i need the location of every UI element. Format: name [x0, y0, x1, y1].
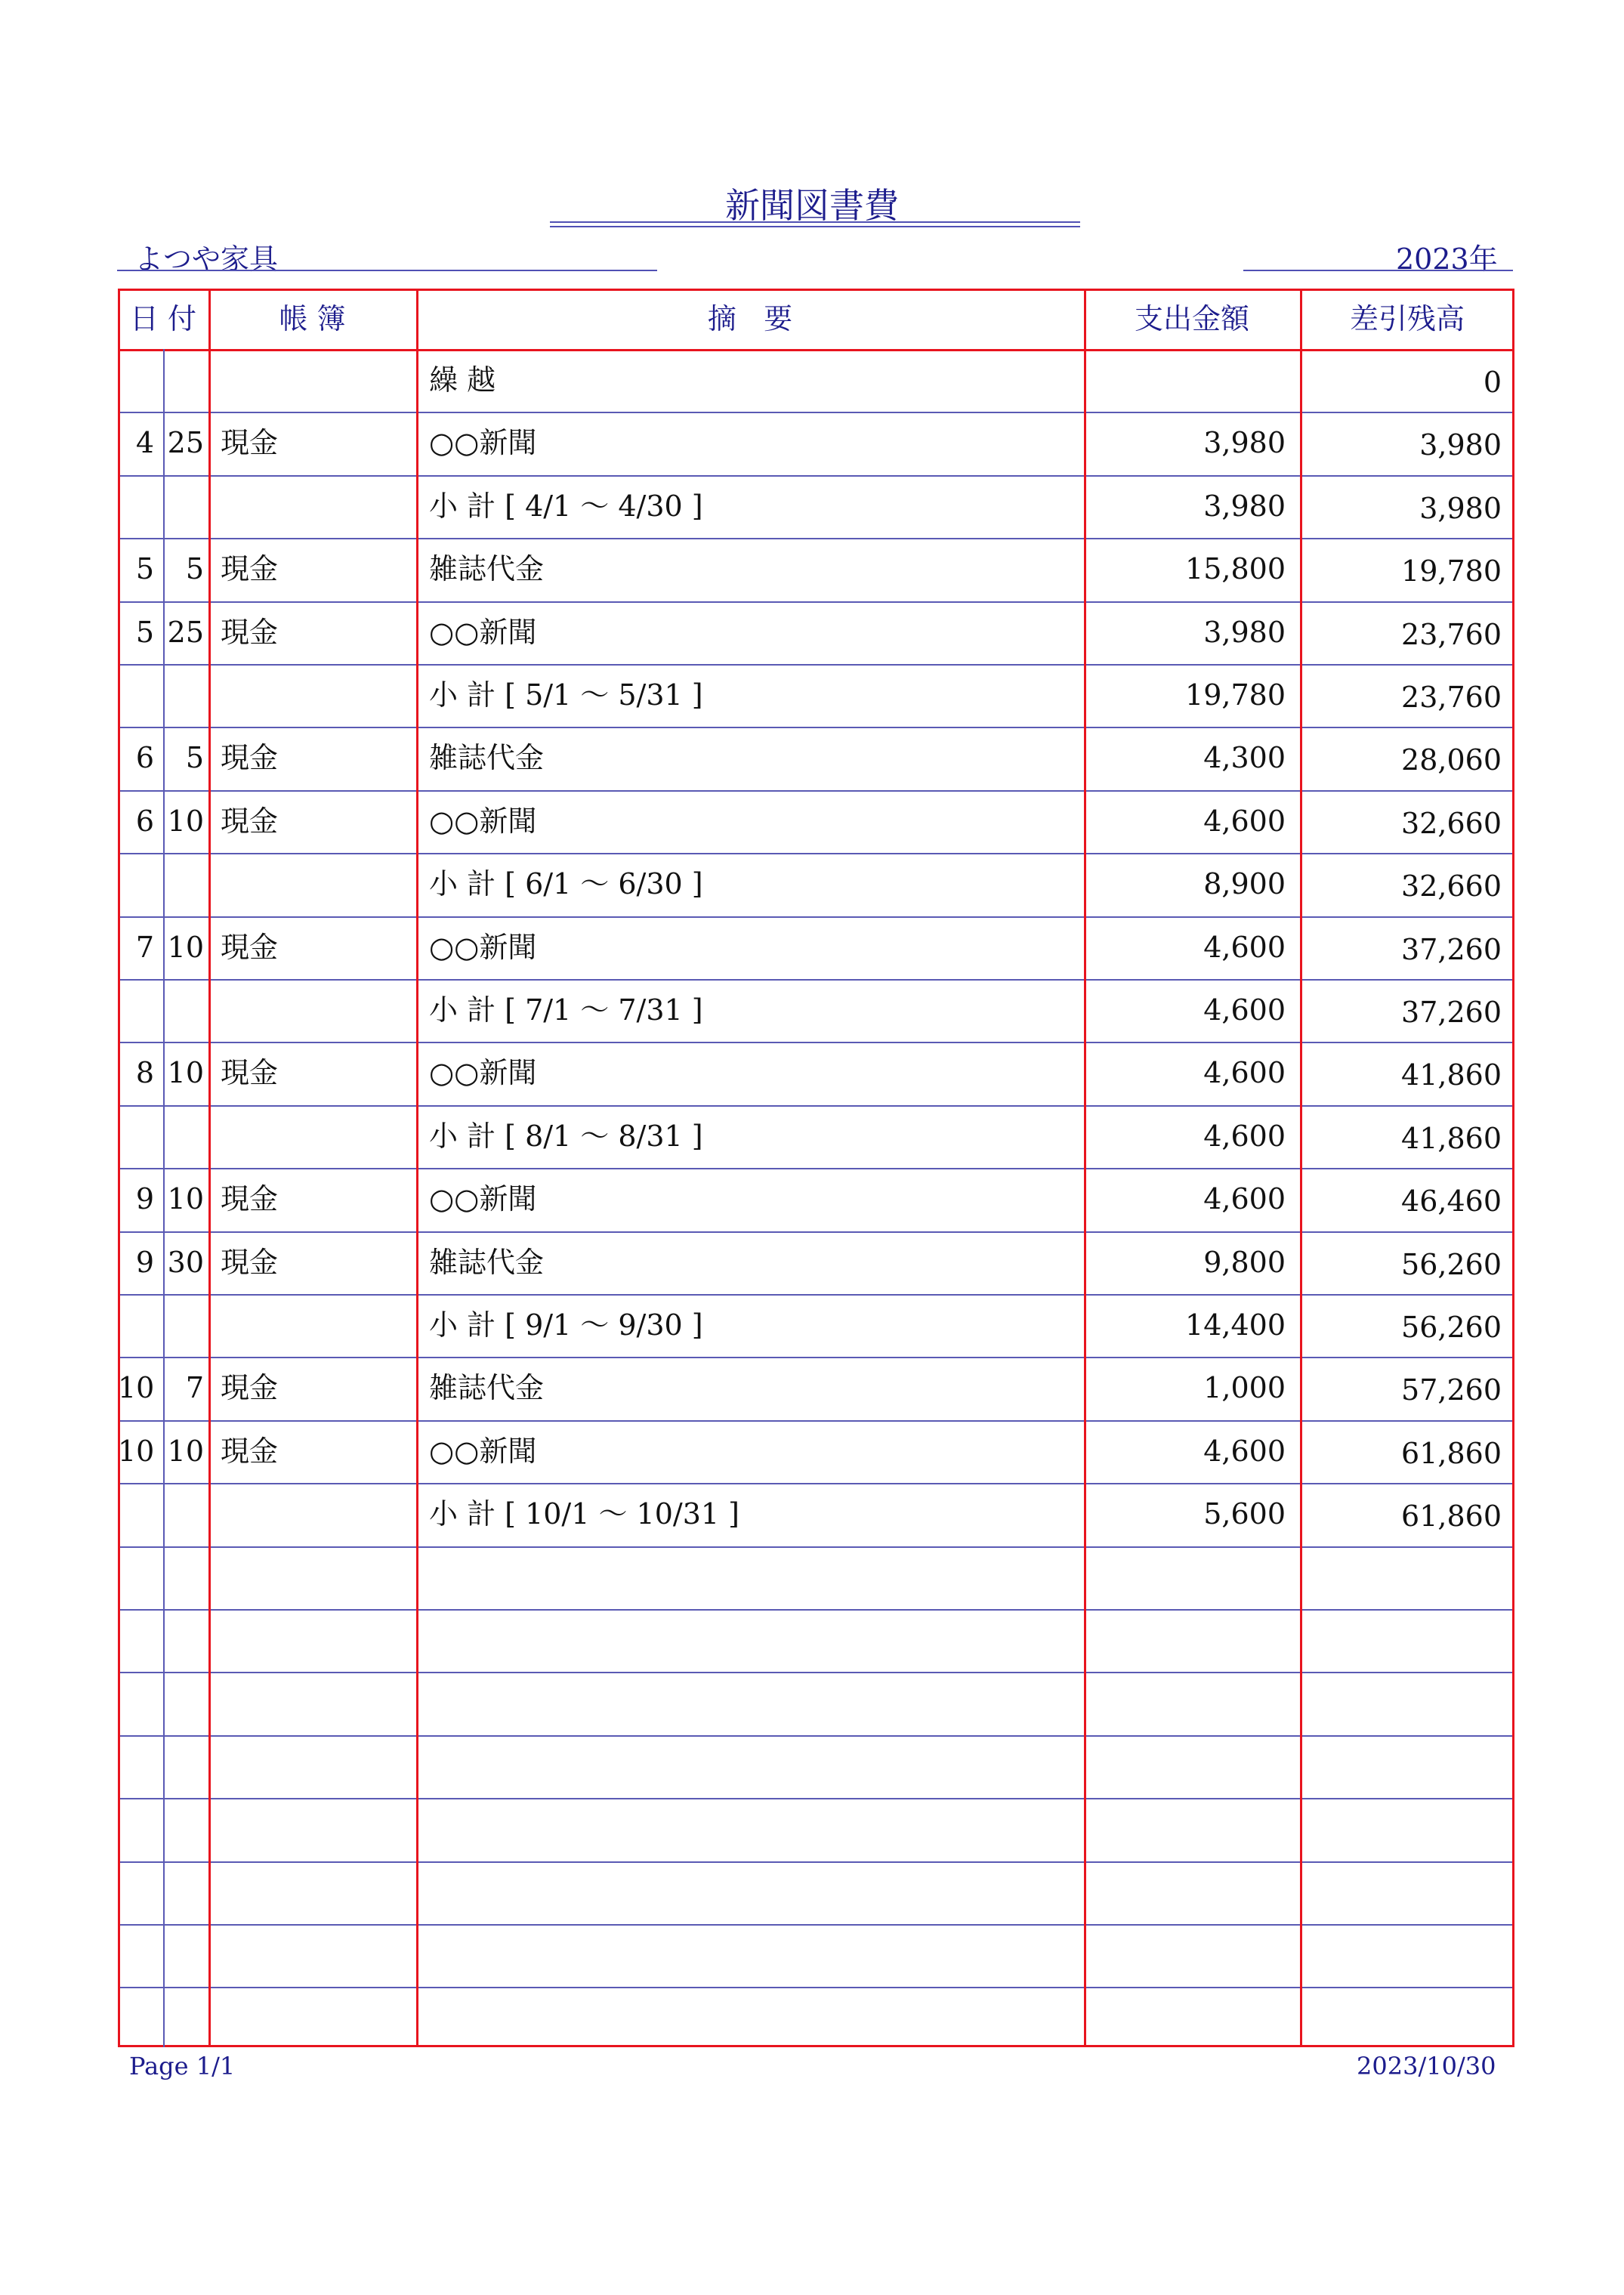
- cell-book: [221, 1546, 409, 1609]
- cell-description: 小 計 [ 6/1 ～ 6/30 ]: [429, 867, 703, 901]
- ledger-year: 2023年: [1396, 242, 1498, 276]
- cell-expense: 9,800: [1203, 1245, 1286, 1279]
- header-expense: 支出金額: [1134, 302, 1249, 335]
- cell-month: [118, 1609, 154, 1672]
- cell-description: ○○新聞: [429, 1434, 537, 1468]
- cell-month: [118, 664, 154, 727]
- cell-expense: 14,400: [1185, 1308, 1286, 1342]
- cell-balance: 46,460: [1401, 1185, 1502, 1219]
- cell-day: [165, 979, 204, 1042]
- cell-month: [118, 1924, 154, 1987]
- cell-expense: [1084, 1609, 1286, 1672]
- cell-balance: [1300, 1735, 1502, 1798]
- cell-expense: [1084, 1924, 1286, 1987]
- cell-day: 25: [167, 426, 204, 460]
- title-underline: [550, 221, 1080, 223]
- cell-book: 現金: [221, 1434, 279, 1468]
- cell-balance: 56,260: [1401, 1311, 1502, 1344]
- cell-book: [221, 1924, 409, 1987]
- cell-balance: 61,860: [1401, 1436, 1502, 1470]
- cell-balance: [1300, 1546, 1502, 1609]
- cell-month: [118, 475, 154, 538]
- cell-description: 雑誌代金: [429, 741, 545, 775]
- cell-balance: [1300, 1987, 1502, 2049]
- cell-description: ○○新聞: [429, 1182, 537, 1216]
- cell-month: [118, 1798, 154, 1861]
- cell-book: 現金: [221, 426, 279, 460]
- cell-day: [165, 475, 204, 538]
- cell-book: 現金: [221, 741, 279, 775]
- cell-book: [221, 1861, 409, 1924]
- cell-day: 10: [167, 1056, 204, 1090]
- cell-description: 小 計 [ 9/1 ～ 9/30 ]: [429, 1308, 703, 1342]
- cell-balance: 23,760: [1401, 681, 1502, 714]
- cell-expense: 3,980: [1203, 489, 1286, 523]
- cell-day: [165, 1105, 204, 1168]
- cell-description: ○○新聞: [429, 615, 537, 649]
- table-top-border: [118, 289, 1514, 291]
- cell-month: 6: [135, 741, 154, 775]
- cell-month: [118, 1483, 154, 1546]
- cell-expense: [1084, 349, 1286, 412]
- cell-day: [165, 1294, 204, 1357]
- cell-expense: [1084, 1987, 1286, 2049]
- cell-day: 10: [167, 1434, 204, 1468]
- cell-month: [118, 1672, 154, 1734]
- cell-expense: [1084, 1735, 1286, 1798]
- cell-expense: 19,780: [1185, 678, 1286, 712]
- cell-day: [165, 853, 204, 916]
- header-date: 日 付: [129, 302, 197, 335]
- cell-book: 現金: [221, 804, 279, 838]
- cell-book: 現金: [221, 1056, 279, 1090]
- cell-description: 小 計 [ 10/1 ～ 10/31 ]: [429, 1497, 739, 1531]
- cell-expense: [1084, 1546, 1286, 1609]
- cell-book: [221, 1483, 409, 1546]
- header-balance: 差引残高: [1349, 302, 1465, 335]
- cell-book: [221, 853, 409, 916]
- cell-balance: 61,860: [1401, 1500, 1502, 1534]
- cell-book: 現金: [221, 615, 279, 649]
- print-date: 2023/10/30: [1357, 2052, 1496, 2080]
- cell-day: [165, 1861, 204, 1924]
- cell-balance: 56,260: [1401, 1247, 1502, 1281]
- cell-day: 5: [185, 552, 204, 586]
- header-book: 帳 簿: [279, 302, 346, 335]
- year-underline: [1243, 270, 1513, 271]
- column-border: [208, 289, 211, 2047]
- cell-expense: [1084, 1798, 1286, 1861]
- cell-day: 10: [167, 804, 204, 838]
- cell-expense: 1,000: [1203, 1371, 1286, 1405]
- cell-book: [221, 1609, 409, 1672]
- cell-month: 6: [135, 804, 154, 838]
- cell-expense: [1084, 1861, 1286, 1924]
- cell-day: [165, 1483, 204, 1546]
- cell-expense: 4,600: [1203, 1182, 1286, 1216]
- cell-description: ○○新聞: [429, 930, 537, 964]
- cell-month: [118, 1105, 154, 1168]
- cell-month: [118, 1546, 154, 1609]
- cell-balance: 28,060: [1401, 743, 1502, 777]
- cell-day: [165, 1987, 204, 2049]
- cell-book: [221, 475, 409, 538]
- cell-expense: 4,600: [1203, 1119, 1286, 1153]
- cell-day: [165, 1546, 204, 1609]
- header-description: 摘 要: [707, 302, 793, 335]
- cell-day: 25: [167, 615, 204, 649]
- cell-day: [165, 1735, 204, 1798]
- cell-book: [221, 1105, 409, 1168]
- cell-book: [221, 1987, 409, 2049]
- cell-month: [118, 1294, 154, 1357]
- cell-day: [165, 349, 204, 412]
- cell-expense: 4,600: [1203, 930, 1286, 964]
- cell-day: [165, 1798, 204, 1861]
- cell-book: 現金: [221, 1245, 279, 1279]
- cell-description: [429, 1672, 1079, 1734]
- cell-day: [165, 664, 204, 727]
- cell-balance: 19,780: [1401, 554, 1502, 588]
- cell-day: 7: [185, 1371, 204, 1405]
- cell-balance: 3,980: [1419, 428, 1502, 462]
- cell-description: [429, 1987, 1079, 2049]
- cell-expense: 3,980: [1203, 426, 1286, 460]
- cell-month: 4: [135, 426, 154, 460]
- cell-month: 10: [118, 1434, 155, 1468]
- cell-month: [118, 1987, 154, 2049]
- cell-day: [165, 1672, 204, 1734]
- cell-book: [221, 1798, 409, 1861]
- cell-balance: 32,660: [1401, 806, 1502, 840]
- column-border: [416, 289, 418, 2047]
- cell-description: 繰 越: [429, 363, 496, 397]
- cell-book: [221, 979, 409, 1042]
- cell-description: 小 計 [ 4/1 ～ 4/30 ]: [429, 489, 703, 523]
- cell-book: 現金: [221, 1371, 279, 1405]
- cell-expense: [1084, 1672, 1286, 1734]
- cell-expense: 4,300: [1203, 741, 1286, 775]
- cell-description: ○○新聞: [429, 426, 537, 460]
- cell-description: [429, 1735, 1079, 1798]
- cell-balance: 23,760: [1401, 617, 1502, 651]
- cell-day: 5: [185, 741, 204, 775]
- cell-book: [221, 1735, 409, 1798]
- cell-balance: [1300, 1672, 1502, 1734]
- cell-description: 雑誌代金: [429, 552, 545, 586]
- cell-expense: 8,900: [1203, 867, 1286, 901]
- company-name: よつや家具: [134, 242, 279, 276]
- cell-day: 30: [167, 1245, 204, 1279]
- cell-month: 8: [135, 1056, 154, 1090]
- cell-description: ○○新聞: [429, 804, 537, 838]
- cell-balance: [1300, 1609, 1502, 1672]
- cell-book: [221, 1672, 409, 1734]
- cell-balance: 3,980: [1419, 491, 1502, 525]
- cell-description: 小 計 [ 5/1 ～ 5/31 ]: [429, 678, 703, 712]
- cell-day: [165, 1924, 204, 1987]
- cell-book: [221, 349, 409, 412]
- cell-month: 9: [135, 1182, 154, 1216]
- cell-balance: 32,660: [1401, 870, 1502, 903]
- cell-book: 現金: [221, 930, 279, 964]
- cell-description: [429, 1546, 1079, 1609]
- cell-book: 現金: [221, 552, 279, 586]
- cell-description: 小 計 [ 7/1 ～ 7/31 ]: [429, 993, 703, 1027]
- cell-day: 10: [167, 930, 204, 964]
- cell-description: ○○新聞: [429, 1056, 537, 1090]
- cell-month: [118, 1861, 154, 1924]
- cell-expense: 15,800: [1185, 552, 1286, 586]
- cell-description: [429, 1861, 1079, 1924]
- cell-month: 7: [135, 930, 154, 964]
- cell-description: 小 計 [ 8/1 ～ 8/31 ]: [429, 1119, 703, 1153]
- ledger-table: [118, 289, 1514, 2047]
- cell-month: [118, 979, 154, 1042]
- cell-expense: 4,600: [1203, 1434, 1286, 1468]
- cell-expense: 5,600: [1203, 1497, 1286, 1531]
- cell-month: [118, 1735, 154, 1798]
- cell-balance: 37,260: [1401, 932, 1502, 966]
- cell-month: [118, 853, 154, 916]
- cell-month: 5: [135, 615, 154, 649]
- cell-description: 雑誌代金: [429, 1245, 545, 1279]
- cell-balance: 41,860: [1401, 1121, 1502, 1155]
- cell-description: 雑誌代金: [429, 1371, 545, 1405]
- title-underline-double: [550, 226, 1080, 227]
- cell-description: [429, 1609, 1079, 1672]
- page-title: 新聞図書費: [725, 185, 899, 226]
- cell-book: 現金: [221, 1182, 279, 1216]
- cell-balance: 0: [1483, 366, 1502, 399]
- cell-month: 9: [135, 1245, 154, 1279]
- cell-balance: [1300, 1924, 1502, 1987]
- cell-description: [429, 1798, 1079, 1861]
- cell-expense: 4,600: [1203, 993, 1286, 1027]
- cell-book: [221, 1294, 409, 1357]
- page-number: Page 1/1: [129, 2052, 236, 2080]
- cell-expense: 4,600: [1203, 1056, 1286, 1090]
- cell-balance: 37,260: [1401, 996, 1502, 1029]
- cell-month: [118, 349, 154, 412]
- company-underline: [117, 270, 657, 271]
- cell-month: 10: [118, 1371, 155, 1405]
- cell-book: [221, 664, 409, 727]
- column-border: [1512, 289, 1514, 2047]
- cell-day: [165, 1609, 204, 1672]
- cell-balance: 57,260: [1401, 1373, 1502, 1407]
- cell-expense: 3,980: [1203, 615, 1286, 649]
- cell-day: 10: [167, 1182, 204, 1216]
- cell-balance: [1300, 1861, 1502, 1924]
- cell-balance: 41,860: [1401, 1058, 1502, 1092]
- cell-description: [429, 1924, 1079, 1987]
- cell-month: 5: [135, 552, 154, 586]
- cell-expense: 4,600: [1203, 804, 1286, 838]
- cell-balance: [1300, 1798, 1502, 1861]
